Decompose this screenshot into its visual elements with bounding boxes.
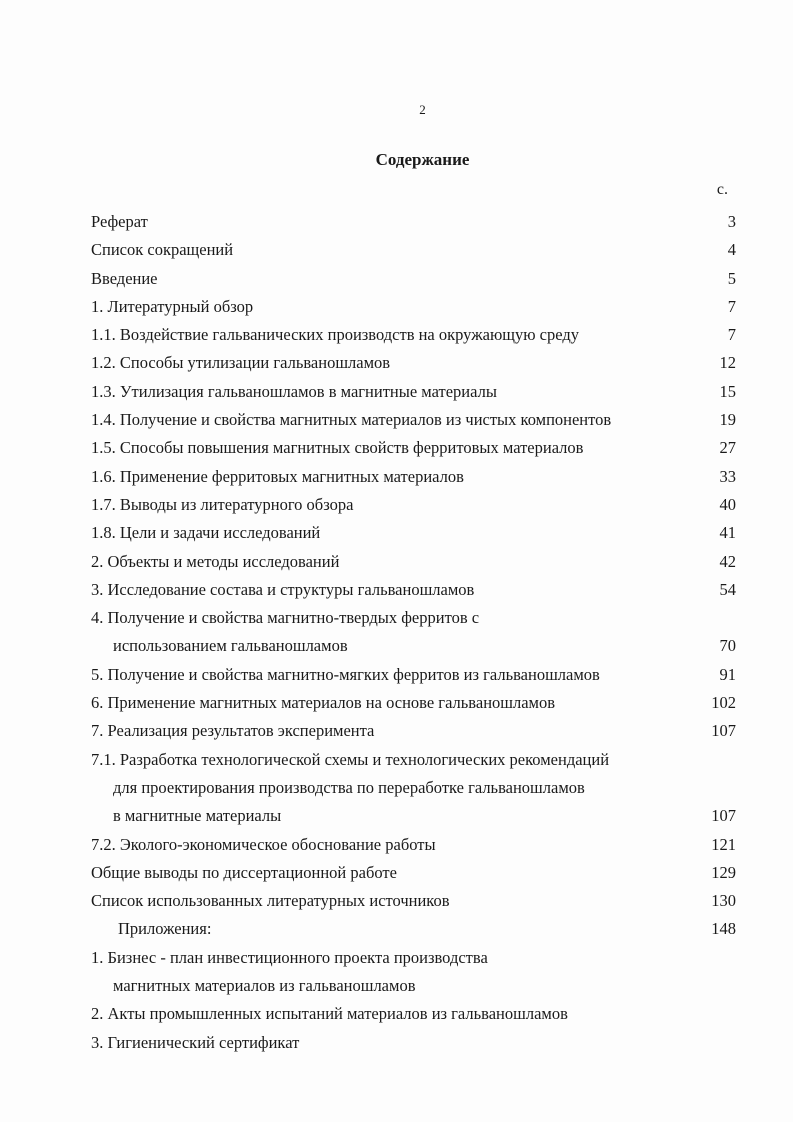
toc-entry-page: 7: [727, 296, 736, 316]
table-of-contents: [91, 208, 736, 1057]
toc-entry-page: 5: [727, 268, 736, 288]
page-title: Содержание: [375, 150, 470, 169]
toc-entry: [91, 265, 736, 293]
toc-entry-text: для проектирования производства по переработке гальваношламов: [113, 777, 585, 797]
toc-entry-text: Список сокращений: [91, 240, 234, 260]
toc-entry-text: Список использованных литературных источников: [91, 891, 450, 911]
toc-entry-text: 1.4. Получение и свойства магнитных материалов из чистых компонентов: [91, 410, 612, 430]
toc-entry-text: Реферат: [91, 212, 148, 231]
toc-entry: [91, 887, 736, 915]
toc-entry-page: 70: [719, 636, 736, 656]
toc-entry-page: 107: [711, 721, 736, 741]
toc-entry: [91, 463, 736, 491]
toc-entry-text: использованием гальваношламов: [113, 636, 348, 656]
toc-entry: [91, 689, 736, 717]
page-number: 2: [419, 102, 426, 117]
toc-entry: [91, 746, 736, 774]
toc-entry-text: Общие выводы по диссертационной работе: [91, 862, 397, 882]
toc-entry: [91, 661, 736, 689]
toc-entry-text: Введение: [91, 268, 158, 288]
toc-entry-page: 107: [711, 806, 736, 826]
toc-entry-text: 2. Акты промышленных испытаний материалов из гальваношламов: [91, 1004, 568, 1024]
toc-entry-text: 2. Объекты и методы исследований: [91, 551, 340, 571]
toc-entry-page: 40: [719, 494, 736, 514]
toc-entry-text: 1. Бизнес - план инвестиционного проекта производства: [91, 947, 488, 967]
toc-entry-text: в магнитные материалы: [113, 806, 282, 826]
toc-entry-page: 27: [719, 438, 736, 458]
toc-entry-page: 130: [711, 891, 736, 911]
toc-entry: [91, 859, 736, 887]
toc-entry-text: магнитных материалов из гальваношламов: [113, 976, 416, 996]
toc-entry-text: 1.6. Применение ферритовых магнитных материалов: [91, 466, 464, 486]
toc-entry-text: 7.1. Разработка технологической схемы и технологических рекомендаций: [91, 749, 610, 769]
toc-entry: [91, 1000, 736, 1028]
toc-entry: [91, 378, 736, 406]
toc-entry-page: 54: [719, 579, 736, 599]
toc-entry-page: 91: [719, 664, 736, 684]
toc-entry-page: 19: [719, 410, 736, 430]
toc-entry: [91, 434, 736, 462]
toc-entry: [91, 491, 736, 519]
toc-entry: [91, 632, 736, 660]
toc-entry-page: 148: [711, 919, 736, 939]
toc-entry-text: 6. Применение магнитных материалов на основе гальваношламов: [91, 693, 556, 713]
toc-entry-text: 3. Гигиенический сертификат: [91, 1032, 300, 1052]
toc-entry-page: 121: [711, 834, 736, 854]
toc-entry-text: 1. Литературный обзор: [91, 296, 254, 316]
toc-entry-page: 33: [719, 466, 736, 486]
toc-entry: [91, 774, 736, 802]
toc-entry-text: 1.8. Цели и задачи исследований: [91, 523, 321, 543]
toc-entry-text: 5. Получение и свойства магнитно-мягких ферритов из гальваношламов: [91, 664, 600, 684]
toc-entry: [91, 604, 736, 632]
toc-entry: [91, 1029, 736, 1057]
toc-entry-text: 1.7. Выводы из литературного обзора: [91, 494, 354, 514]
toc-entry: [91, 576, 736, 604]
toc-entry: [91, 406, 736, 434]
toc-entry-page: 3: [727, 212, 736, 231]
page-column-label: с.: [716, 181, 728, 198]
toc-entry-page: 42: [719, 551, 736, 571]
toc-entry-page: 15: [719, 381, 736, 401]
toc-entry: [91, 236, 736, 264]
toc-entry-page: 102: [711, 693, 736, 713]
toc-entry-text: 4. Получение и свойства магнитно-твердых ферритов с: [91, 608, 480, 628]
toc-entry-page: 12: [719, 353, 736, 373]
toc-entry: [91, 831, 736, 859]
toc-entry: [91, 293, 736, 321]
toc-entry-text: 7.2. Эколого-экономическое обоснование работы: [91, 834, 436, 854]
toc-entry-page: 7: [727, 325, 736, 345]
toc-entry: [91, 321, 736, 349]
toc-entry: [91, 519, 736, 547]
toc-entry-text: 1.2. Способы утилизации гальваношламов: [91, 353, 391, 373]
toc-entry-text: 1.5. Способы повышения магнитных свойств ферритовых материалов: [91, 438, 584, 458]
toc-entry: [91, 944, 736, 972]
toc-entry-page: 129: [711, 862, 736, 882]
toc-entry: [91, 349, 736, 377]
toc-entry-page: 41: [719, 523, 736, 543]
toc-entry-text: Приложения:: [118, 919, 212, 939]
toc-entry: [91, 548, 736, 576]
toc-entry: [91, 972, 736, 1000]
toc-entry-text: 3. Исследование состава и структуры гальваношламов: [91, 579, 475, 599]
toc-entry: [91, 717, 736, 745]
toc-entry-page: 4: [727, 240, 736, 260]
toc-entry: [91, 802, 736, 830]
toc-entry-text: 1.1. Воздействие гальванических производств на окружающую среду: [91, 325, 579, 345]
toc-entry: [91, 208, 736, 236]
toc-entry-text: 1.3. Утилизация гальваношламов в магнитные материалы: [91, 381, 497, 401]
toc-entry: [91, 915, 736, 943]
toc-entry-text: 7. Реализация результатов эксперимента: [91, 721, 375, 741]
